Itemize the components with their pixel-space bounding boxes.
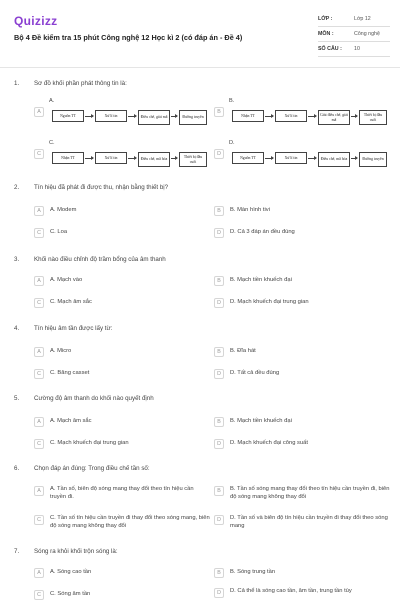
diagram-box: Thiết bị đầu cuối <box>359 110 387 125</box>
option-text: B. Sóng trung tần <box>230 569 276 576</box>
arrow-icon <box>351 158 357 159</box>
diagram-box: Điều chế, mã hóa <box>138 152 170 167</box>
option-letter[interactable]: D <box>214 439 224 449</box>
arrow-icon <box>85 158 93 159</box>
option-text: B. Tần số sóng mang thay đổi theo tín hiệu cần truyền đi, biên độ sóng mang không thay đổi <box>230 486 390 500</box>
option-text: A. Micro <box>50 348 72 355</box>
option-label: B. <box>229 98 235 104</box>
worksheet-meta <box>318 12 390 57</box>
question-text: Tín hiệu âm tần được lấy từ: <box>34 325 113 332</box>
diagram-box: Nhận TT <box>232 110 264 122</box>
option-text: C. Tần số tín hiệu cần truyền đi thay đổi theo sóng mang, biên độ sóng mang không thay đổi <box>50 515 210 529</box>
option-letter[interactable]: C <box>34 590 44 600</box>
answer-option-c[interactable] <box>34 298 92 308</box>
answer-option-d[interactable] <box>214 515 390 530</box>
option-letter[interactable]: C <box>34 439 44 449</box>
diagram-option-c[interactable] <box>34 140 210 180</box>
option-text: A. Sóng cao tần <box>50 569 92 576</box>
quizizz-logo: Quizizz <box>14 14 58 28</box>
arrow-icon <box>351 116 357 117</box>
option-text: B. Mạch tiền khuếch đại <box>230 418 292 425</box>
answer-option-d[interactable] <box>214 369 279 379</box>
option-text: A. Mạch vào <box>50 277 83 284</box>
answer-option-c[interactable] <box>34 369 89 379</box>
option-text: D. Cả thể là sóng cao tần, âm tần, trung tần tùy <box>230 588 352 594</box>
question-text: Chọn đáp án đúng: Trong điều chế tần số: <box>34 465 150 472</box>
option-text: B. Mạch tiền khuếch đại <box>230 277 292 284</box>
option-text: C. Băng casset <box>50 370 90 377</box>
question-number: 4. <box>14 325 20 332</box>
question-number: 7. <box>14 548 20 555</box>
answer-option-a[interactable] <box>34 206 76 216</box>
arrow-icon <box>308 116 316 117</box>
option-letter[interactable]: B <box>214 486 224 496</box>
answer-option-a[interactable] <box>34 276 82 286</box>
answer-option-a[interactable] <box>34 347 71 357</box>
answer-option-b[interactable] <box>214 568 275 578</box>
meta-row-subject <box>318 27 390 42</box>
option-letter[interactable]: C <box>34 149 44 159</box>
diagram-box: Giải điều chế, giải mã <box>318 110 350 125</box>
diagram-box: Đường truyền <box>179 110 207 125</box>
diagram-box: Xử lí tin <box>275 110 307 122</box>
question-text: Cường độ âm thanh do khối nào quyết định <box>34 395 154 402</box>
diagram-box: Điều chế, mã hóa <box>318 152 350 167</box>
arrow-icon <box>85 116 93 117</box>
option-letter[interactable]: C <box>34 298 44 308</box>
meta-key: MÔN : <box>318 31 334 37</box>
question-text: Sóng ra khỏi khối trộn sóng là: <box>34 548 118 555</box>
answer-option-d[interactable] <box>214 298 309 308</box>
worksheet-title: Bộ 4 Đề kiểm tra 15 phút Công nghệ 12 Học kì 2 (có đáp án - Đề 4) <box>14 33 243 42</box>
question-number: 2. <box>14 184 20 191</box>
answer-option-c[interactable] <box>34 228 67 238</box>
option-letter[interactable]: B <box>214 107 224 117</box>
question-text: Sơ đồ khối phần phát thông tin là: <box>34 80 127 87</box>
option-text: D. Cả 3 đáp án đều đúng <box>230 229 295 236</box>
diagram-box: Đường truyền <box>359 152 387 167</box>
option-letter[interactable]: A <box>34 276 44 286</box>
meta-value: Công nghệ <box>354 31 380 37</box>
answer-option-c[interactable] <box>34 590 90 600</box>
meta-key: SỐ CÂU : <box>318 46 342 52</box>
answer-option-a[interactable] <box>34 417 92 427</box>
option-label: D. <box>229 140 235 146</box>
meta-row-class <box>318 12 390 27</box>
option-text: D. Mạch khuếch đại trung gian <box>230 299 309 306</box>
answer-option-d[interactable] <box>214 439 308 449</box>
arrow-icon <box>308 158 316 159</box>
option-label: A. <box>49 98 55 104</box>
option-letter[interactable]: C <box>34 515 44 525</box>
option-letter[interactable]: D <box>214 149 224 159</box>
option-letter[interactable]: C <box>34 228 44 238</box>
option-label: C. <box>49 140 55 146</box>
diagram-option-a[interactable] <box>34 98 210 138</box>
arrow-icon <box>265 158 273 159</box>
option-letter[interactable]: D <box>214 369 224 379</box>
meta-row-count <box>318 42 390 57</box>
worksheet-header <box>0 0 400 66</box>
meta-value: Lớp 12 <box>354 16 371 22</box>
arrow-icon <box>171 116 177 117</box>
option-text: D. Tất cả đều đúng <box>230 370 280 377</box>
answer-option-b[interactable] <box>214 276 292 286</box>
arrow-icon <box>171 158 177 159</box>
diagram-box: Điều chế, giải mã <box>138 110 170 125</box>
option-letter[interactable]: B <box>214 417 224 427</box>
diagram-box: Nguồn TT <box>232 152 264 164</box>
option-letter[interactable]: B <box>214 347 224 357</box>
option-text: D. Mạch khuếch đại công suất <box>230 440 308 447</box>
option-text: B. Đĩa hát <box>230 348 256 355</box>
option-letter[interactable]: A <box>34 486 44 496</box>
option-letter[interactable]: A <box>34 206 44 216</box>
option-text: A. Tần số, biên độ sóng mang thay đổi theo tín hiệu cần truyền đi. <box>50 486 194 500</box>
answer-option-a[interactable] <box>34 486 210 501</box>
diagram-box: Nhận TT <box>52 152 84 164</box>
question-number: 5. <box>14 395 20 402</box>
header-divider <box>0 67 400 68</box>
answer-option-b[interactable] <box>214 417 292 427</box>
option-letter[interactable]: B <box>214 568 224 578</box>
option-text: C. Loa <box>50 229 68 236</box>
option-text: A. Modem <box>50 207 77 214</box>
option-letter[interactable]: D <box>214 228 224 238</box>
question-number: 6. <box>14 465 20 472</box>
option-letter[interactable]: D <box>214 515 224 525</box>
option-letter[interactable]: A <box>34 107 44 117</box>
answer-option-c[interactable] <box>34 439 129 449</box>
answer-option-c[interactable] <box>34 515 210 530</box>
diagram-box: Thiết bị đầu cuối <box>179 152 207 167</box>
answer-option-d[interactable] <box>214 588 390 598</box>
arrow-icon <box>128 158 136 159</box>
answer-option-b[interactable] <box>214 206 270 216</box>
option-letter[interactable]: B <box>214 276 224 286</box>
diagram-option-d[interactable] <box>214 140 390 180</box>
arrow-icon <box>265 116 273 117</box>
option-letter[interactable]: D <box>214 588 224 598</box>
diagram-box: Nguồn TT <box>52 110 84 122</box>
diagram-box: Xử lí tin <box>275 152 307 164</box>
answer-option-b[interactable] <box>214 486 390 501</box>
diagram-box: Xử lí tin <box>95 110 127 122</box>
meta-key: LỚP : <box>318 16 333 22</box>
option-text: C. Mạch khuếch đại trung gian <box>50 440 129 447</box>
option-letter[interactable]: B <box>214 206 224 216</box>
option-text: C. Mạch âm sắc <box>50 299 92 306</box>
option-letter[interactable]: A <box>34 568 44 578</box>
meta-value: 10 <box>354 46 360 52</box>
option-text: D. Tần số và biên độ tín hiệu cần truyền đi thay đổi theo sóng mang <box>230 515 388 529</box>
answer-option-d[interactable] <box>214 228 295 238</box>
question-text: Khối nào điều chỉnh độ trầm bổng của âm thanh <box>34 256 166 263</box>
diagram-box: Xử lí tin <box>95 152 127 164</box>
option-text: A. Mạch âm sắc <box>50 418 92 425</box>
question-number: 3. <box>14 256 20 263</box>
answer-option-a[interactable] <box>34 568 91 578</box>
diagram-option-b[interactable] <box>214 98 390 138</box>
option-letter[interactable]: A <box>34 347 44 357</box>
question-text: Tín hiệu đã phát đi được thu, nhận bằng thiết bị? <box>34 184 169 191</box>
option-text: C. Sóng âm tần <box>50 591 91 598</box>
question-number: 1. <box>14 80 20 87</box>
option-letter[interactable]: A <box>34 417 44 427</box>
option-letter[interactable]: C <box>34 369 44 379</box>
answer-option-b[interactable] <box>214 347 256 357</box>
arrow-icon <box>128 116 136 117</box>
option-text: B. Màn hình tivi <box>230 207 270 214</box>
option-letter[interactable]: D <box>214 298 224 308</box>
